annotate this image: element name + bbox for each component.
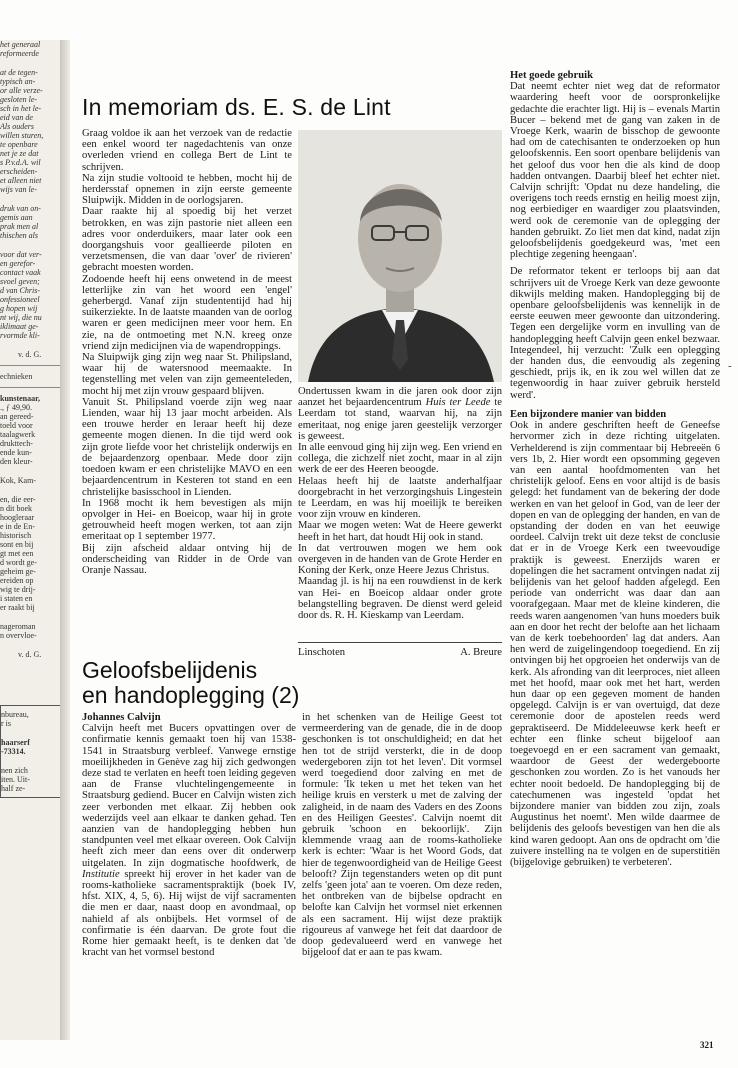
paragraph: In 1968 mocht ik hem bevestigen als mijn opvolger in Hei- en Boeicop, waar hij in grote getrouwheid heeft mogen werken, tot aan zijn emeritaat op 1 september 1977. xyxy=(82,497,292,543)
memoriam-title: In memoriam ds. E. S. de Lint xyxy=(82,94,391,120)
memoriam-signature xyxy=(298,647,502,658)
signature-author: A. Breure xyxy=(460,647,502,658)
previous-page-edge xyxy=(0,40,60,1040)
prev-block-7: en, die eer- n dit boek hoogleraar e in de En- historisch sont en bij gt met een d wordt ge- geheim ge- ereiden op wig te drij- i staten en er raakt bij xyxy=(0,495,37,612)
paragraph: In alle eenvoud ging hij zijn weg. Een vriend en collega, die zichzelf niet zocht, maar in al zijn werk de eer des Heeren beoogde. xyxy=(298,442,502,476)
signature-place: Linschoten xyxy=(298,647,346,658)
memoriam-column-2 xyxy=(298,386,502,621)
paragraph: Graag voldoe ik aan het verzoek van de redactie een enkel woord ter nagedachtenis van onze overleden vriend en collega Bert de Lint te schrijven. xyxy=(82,128,292,173)
main-page xyxy=(70,40,736,1050)
margin-mark: - xyxy=(728,360,732,372)
paragraph: De reformator tekent er terloops bij aan dat schrijvers uit de Vroege Kerk van deze gewoonte dikwijls melding maken. Handoplegging bij de openbare geloofsbelijdenis was kennelijk in de eerste eeuwen meer gewoonte dan uitzondering. Tegen een dergelijke vorm en invulling van de handoplegging heeft Calvijn geen enkel bezwaar. Integendeel, hij verzucht: 'Zulk een oplegging der handen dus, die eenvoudig als zegening geschiedt, prijs ik, en ik zou wel willen dat ze tegenwoordig in haar zuiver gebruik hersteld werd'. xyxy=(510,266,720,401)
section-heading: Het goede gebruik xyxy=(510,70,593,81)
handoplegging-column-1 xyxy=(82,712,296,958)
prev-block-6: Kok, Kam- xyxy=(0,476,36,485)
paragraph: In dat vertrouwen mogen we hem ook overgeven in de handen van de Grote Herder en Koning der Kerk, onze Heere Jezus Christus. xyxy=(298,542,502,577)
paragraph: in het schenken van de Heilige Geest tot vermeerdering van de genade, die in de doop geschonken is tot onschuldigheid; en dat het hen tot de strijd versterkt, die in de doop wedergeboren zijn tot het leven'. Dit vormsel werd toegediend door zalving en met de formule: 'Ik teken u met het teken van het heilige kruis en versterk u met de zalving der zaligheid, in de naam des Vaders en des Zoons en des Heiligen Geestes'. Calvijn noemt dit gebruik 'schoon en bekoorlijk'. Zijn klemmende vraag aan de rooms-katholieke kerk is echter: 'Waar is het Woord Gods, dat hier de tegenwoordigheid van de Heilige Geest belooft? Zijn tegenstanders weten op dit punt zelfs 'geen jota' aan te voeren. Om deze reden, het ontbreken van de bijbelse opdracht en belofte kan Calvijn het vormsel niet erkennen als een sacrament. Hij wijst deze praktijk rigoureus af vanwege het feit dat daardoor de doop gedevalueerd werd en vanwege het bijgeloof dat er aan te pas kwam. xyxy=(302,712,502,959)
paragraph: Vanuit St. Philipsland voerde zijn weg naar Lienden, waar hij 13 jaar mocht arbeiden. Als een trouwe herder en leraar heeft hij deze gemeente mogen dienen. In die tijd werd ook zijn grote liefde voor het christelijk onderwijs en de bejaardenzorg openbaar. Mede door zijn toedoen kwam er een christelijke MAVO en een bejaardencentrum in Kesteren tot stand en een christelijke basisschool in Lienden. xyxy=(82,396,292,498)
handoplegging-column-3 xyxy=(510,70,720,868)
handoplegging-title: Geloofsbelijdenis en handoplegging (2) xyxy=(82,657,300,708)
subheading: Johannes Calvijn xyxy=(82,712,161,723)
paragraph: Ook in andere geschriften heeft de Geneefse hervormer zich in deze richting uitgelaten. Verhelderend is zijn commentaar bij Hebreeën 6 vers 1b, 2. Hier wordt een opsomming gegeven van een aantal hoofdmomenten van het christelijk geloof. Eens en voor altijd is de basis gelegd: het fundament van de bekering der dode werken en van het geloof in God, van de leer der dopen en van de oplegging der handen, en van de opstanding der doden en van het eeuwige oordeel. Calvijn trekt uit deze tekst de conclusie dat er in de Vroege Kerk een tweevoudige praktijk is geweest. Enerzijds waren er dopelingen die het sacrament ontvingen nadat zij belijdenis van het geloof hadden afgelegd. Een periode van onderricht was daar dan aan voorafgegaan. Maar met de kleine kinderen, die reeds waren aangenomen 'van huns moeders buik aan en door het recht der belofte aan het lichaam van de kerk toebehoorden' lag dat anders. Aan hen werd de zuigelingendoop toegediend. En zij ontvingen bij het opgroeien het onderwijs van de kerk. Als afronding van dit leerproces, niet alleen met het hoofd, maar ook met het hart, werden hun daar op een gegeven moment de handen opgelegd. Calvijn is er van overtuigd, dat deze ceremonie door de apostelen reeds werd gepraktiseerd. De Middeleeuwse kerk heeft er echter een flinke scheut bijgeloof aan toegevoegd en er een sacrament van gemaakt, waardoor de Geest der wedergeboorte geschonken zou worden. Zo is het vanouds her echter nooit bedoeld. De handoplegging bij de catechumenen was ingesteld 'opdat het bijzondere manier van bidden zou zijn, zoals Augustinus het noemt'. Men wilde daarmee de belijdenis des geloofs bevestigen van hen die als kind waren gedoopt. Aan ons de opdracht om 'die zuivere instelling na te volgen en de superstitiën (bijgelovige gebruiken) te verbeteren'. xyxy=(510,420,720,869)
paragraph: Bij zijn afscheid aldaar ontving hij de onderscheiding van Ridder in de Orde van Oranje Nassau. xyxy=(82,542,292,576)
paragraph: Maar we mogen weten: Wat de Heere gewerkt heeft in het hart, dat houdt Hij ook in stand. xyxy=(298,520,502,543)
page-gutter xyxy=(60,40,70,1040)
paragraph: Dat neemt echter niet weg dat de reformator waardering heeft voor de oorspronkelijke gedachte die erachter ligt. Hij is – evenals Martin Bucer – bekend met de gang van zaken in de Vroege Kerk, waarin de bisschop de gewoonte had om de catechisanten te onderzoeken op hun geloofskennis. Een soort openbare belijdenis van het geloof dus voor hen die als kind de doop hadden ontvangen. Daarbij bleef het echter niet. Calvijn schrijft: 'Opdat nu deze handeling, die overigens toch reeds ernstig en heilig moest zijn, nog eerbiediger en waardiger zou plaatsvinden, werd ook de ceremonie van de oplegging der handen gebruikt. Zo liet men dat kind, nadat zijn geloofsbelijdenis goedgekeurd was, 'met een plechtige zegening heengaan'. xyxy=(510,81,720,261)
prev-block-2: at de tegen- typisch an- or alle verze- gesloten le- sch in het le- eid van de Als ouders willen sturen, te openbare net je ze dat s P.v.d.A. wil erscheiden- et alleen niet wijs van le- xyxy=(0,68,44,194)
paragraph: Na zijn studie voltooid te hebben, mocht hij de herdersstaf opnemen in zijn eerste gemeente Sluipwijk. Midden in de oorlogsjaren. xyxy=(82,172,292,207)
prev-block-8: nageroman n overvloe- xyxy=(0,622,37,640)
portrait-image xyxy=(298,130,502,382)
prev-signature-2: v. d. G. xyxy=(18,650,42,659)
paragraph: Calvijn heeft met Bucers opvattingen over de confirmatie kennis gemaakt toen hij van 1538-1541 in Straatsburg verbleef. Vanwege ernstige moeilijkheden in Genève zag hij zich gedwongen deze stad te verlaten en heeft toen leiding gegeven aan de Franse vluchtelingengemeente in Straatsburg gediend. Bucer en Calvijn wisten zich zeer verbonden met elkaar. Zij hebben ook wederzijds veel aan elkaar te danken gehad. Ten aanzien van de handoplegging hebben hun standpunten veel met elkaar overeen. Ook Calvijn heeft zich meer dan eens over dit onderwerp uitgelaten. In zijn dogmatische hoofdwerk, de Institutie spreekt hij erover in het kader van de rooms-katholieke sacramentspraktijk (boek IV, hfst. XIX, 4, 5, 6). Hij wijst de vijf sacramenten die men er daar, naast doop en avondmaal, op nahield af als onbijbels. Het vormsel of de confirmatie is één daarvan. De grote fout die Rome hier gemaakt heeft, is te denken dat 'de kracht van het vormsel bestond xyxy=(82,723,296,959)
page-number: 321 xyxy=(700,1040,714,1050)
portrait-photo xyxy=(298,130,502,382)
prev-block-3: druk van on- gemis aan prak men al thischen als xyxy=(0,204,41,240)
section-heading: Een bijzondere manier van bidden xyxy=(510,408,667,420)
signature-rule xyxy=(298,642,502,643)
paragraph: Ondertussen kwam in die jaren ook door zijn aanzet het bejaardencentrum Huis ter Leede te Leerdam tot stand, waarvan hij, na zijn emeritaat, nog enige jaren geestelijk verzorger is geweest. xyxy=(298,386,502,442)
prev-block-4: voor dat ver- en gerefor- contact vaak svoel geven; d van Chris- onfessioneel g hopen wij nt wij, die nu iklimaat ge- rvormde kli- xyxy=(0,250,42,340)
prev-signature-1: v. d. G. xyxy=(18,350,42,359)
prev-block-1: het generaal reformeerde xyxy=(0,40,41,58)
paragraph: Daar raakte hij al spoedig bij het verzet betrokken, en was zijn pastorie niet alleen een adres voor onderduikers, maar later ook een doorgangshuis voor geallieerde piloten en verzetsmensen, die van daar 'over' de rivieren' gebracht moesten worden. xyxy=(82,206,292,274)
prev-block-5: kunstenaar, ., ƒ 49,90. an gereed- toeld voor taalagwerk drukttech- ende kun- den kleur- xyxy=(0,394,40,466)
paragraph: Zodoende heeft hij eens onwetend in de meest letterlijke zin van het woord een 'engel' geherbergd. Vanaf zijn studententijd had hij suikerziekte. In de laatste maanden van de oorlog waren er geen medicijnen meer voor hem. En zie, na de ontmoeting met N.N. kreeg onze vriend zijn medicijnen via de wapendroppings. xyxy=(82,273,292,352)
paragraph: Na Sluipwijk ging zijn weg naar St. Philipsland, waar hij de watersnood meemaakte. In tegenstelling met velen van zijn gemeenteleden, mocht hij met zijn vrouw gespaard blijven. xyxy=(82,352,292,397)
handoplegging-column-2 xyxy=(302,712,502,958)
prev-heading: echnieken xyxy=(0,372,33,381)
prev-box: nbureau, r is haarserf -73314. nen zich iten. Uit- half ze- xyxy=(0,705,60,798)
paragraph: Helaas heeft hij de laatste anderhalfjaar doorgebracht in het verzorgingshuis Lingestein te Leerdam, en was hij moeilijk te bereiken voor zijn vrouw en kinderen. xyxy=(298,475,502,521)
paragraph: Maandag jl. is hij na een rouwdienst in de kerk van Hei- en Boeicop aldaar onder grote belangstelling begraven. De dienst werd geleid door ds. R. H. Kieskamp van Leerdam. xyxy=(298,576,502,622)
memoriam-column-1 xyxy=(82,128,292,576)
